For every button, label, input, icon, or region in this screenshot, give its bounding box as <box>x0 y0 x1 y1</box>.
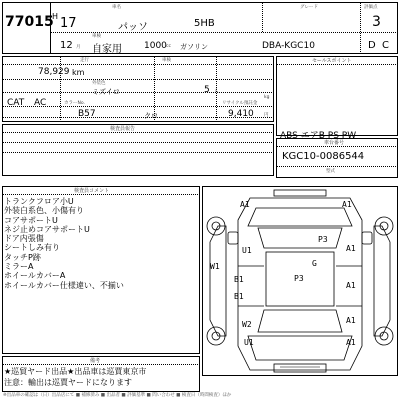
color-code: B57 <box>78 109 96 119</box>
report-line: ホイールカバーA <box>4 271 66 281</box>
doors-unit: 人 <box>214 89 219 94</box>
report-line: タッチP跡 <box>4 252 41 262</box>
mileage-unit: km <box>72 68 85 77</box>
divider <box>262 2 263 32</box>
inspection-label: 車検 <box>162 58 171 63</box>
recycle-label: リサイクル預託金 <box>222 101 258 106</box>
inspector-title: 検査員報告 <box>110 126 136 132</box>
divider <box>60 56 61 122</box>
fine-print: ※出品車の確認は（日）出品店にて ■ 補修済み ■ 出品者 ■ 評価基準 ■ 問い合わせ ■ 検査日（時間検査）ほか <box>3 393 232 398</box>
damage-mark: W2 <box>242 320 252 329</box>
divider <box>2 92 274 93</box>
month-unit: 月 <box>76 45 81 50</box>
car-name-label: 車名 <box>112 5 121 10</box>
score-label: 評価点 <box>364 5 378 10</box>
car-name: パッソ <box>118 22 148 33</box>
model-year: 17 <box>60 16 77 31</box>
color-label: 外装色 <box>92 81 106 86</box>
weight-unit: kg <box>264 95 270 100</box>
damage-mark: A1 <box>346 244 356 253</box>
chassis-sub-label: 型式 <box>326 169 335 174</box>
interior-grade: D <box>368 40 376 51</box>
equipment: ABS エアB PS PW <box>280 131 357 141</box>
damage-mark: A1 <box>346 338 356 347</box>
chassis-number: KGC10-0086544 <box>282 151 365 162</box>
sales-point-title: セールスポイント <box>312 58 352 64</box>
color: ミズイロ <box>92 88 120 96</box>
remarks-line-2: 注意：輸出は巡賈ヤードになります <box>4 378 132 387</box>
divider <box>2 142 274 143</box>
cc-unit: cc <box>166 44 171 49</box>
damage-mark: U1 <box>244 338 254 347</box>
report-list <box>4 197 124 290</box>
report-line: シートしみ有り <box>4 243 60 253</box>
exterior-grade: C <box>382 40 389 51</box>
divider <box>276 166 398 167</box>
report-title: 検査員コメント <box>74 188 110 194</box>
sales-point-section <box>276 56 398 136</box>
color-code-label: カラーNo. <box>64 101 85 106</box>
score: 3 <box>372 14 381 30</box>
divider <box>2 152 274 153</box>
report-line: コアサポートU <box>4 215 58 225</box>
report-line: ネジ止めコアサポートU <box>4 224 90 234</box>
report-line: ホイールカバー仕様違い、不揃い <box>4 280 124 290</box>
fuel-type: ガソリン <box>180 43 208 51</box>
model-code: DBA-KGC10 <box>262 41 315 51</box>
lot-number: 77015 <box>5 14 54 30</box>
divider <box>2 364 200 365</box>
doors: 5 <box>204 85 210 95</box>
divider <box>276 64 398 65</box>
damage-mark: B1 <box>234 292 244 301</box>
divider <box>276 146 398 147</box>
grade-label: グレード <box>300 5 318 10</box>
remarks-title: 備考 <box>90 358 101 364</box>
divider <box>360 2 361 54</box>
remarks-line-1: ★巡貿ヤード出品★出品車は巡賈東京市 <box>4 367 147 376</box>
damage-mark: B1 <box>234 275 244 284</box>
chassis-title: 車台番号 <box>324 140 345 146</box>
displacement: 1000 <box>144 41 167 51</box>
grade: 5HB <box>194 18 215 29</box>
report-line: 外装白系色、小傷有り <box>4 206 84 216</box>
damage-mark: G <box>312 259 317 268</box>
damage-mark: A1 <box>240 200 250 209</box>
mileage: 78,929 <box>38 67 70 77</box>
transmission: CAT <box>7 98 25 108</box>
damage-mark: A1 <box>346 281 356 290</box>
damage-mark: A1 <box>346 316 356 325</box>
report-line: ミラーA <box>4 262 34 272</box>
divider <box>50 32 398 33</box>
interior-color: クロ <box>144 112 158 120</box>
recycle-fee: 9,410 <box>228 109 254 119</box>
usage-label: 車検 <box>92 34 101 39</box>
damage-mark: W1 <box>210 262 220 271</box>
recycle-unit: 円 <box>264 113 269 118</box>
damage-mark: P3 <box>318 235 328 244</box>
usage: 自家用 <box>92 44 122 55</box>
report-line: ドア内張傷 <box>4 234 44 244</box>
divider <box>2 132 274 133</box>
damage-mark: A1 <box>342 200 352 209</box>
registration-month: 12 <box>60 40 73 51</box>
damage-mark: U1 <box>242 246 252 255</box>
mileage-label: 走行 <box>80 58 89 63</box>
air-conditioner: AC <box>34 98 47 108</box>
divider <box>2 79 274 80</box>
report-line: トランクフロア小U <box>4 197 74 206</box>
divider <box>2 194 200 195</box>
divider <box>2 64 274 65</box>
damage-mark: P3 <box>294 274 304 283</box>
era-letter: H <box>52 12 59 21</box>
